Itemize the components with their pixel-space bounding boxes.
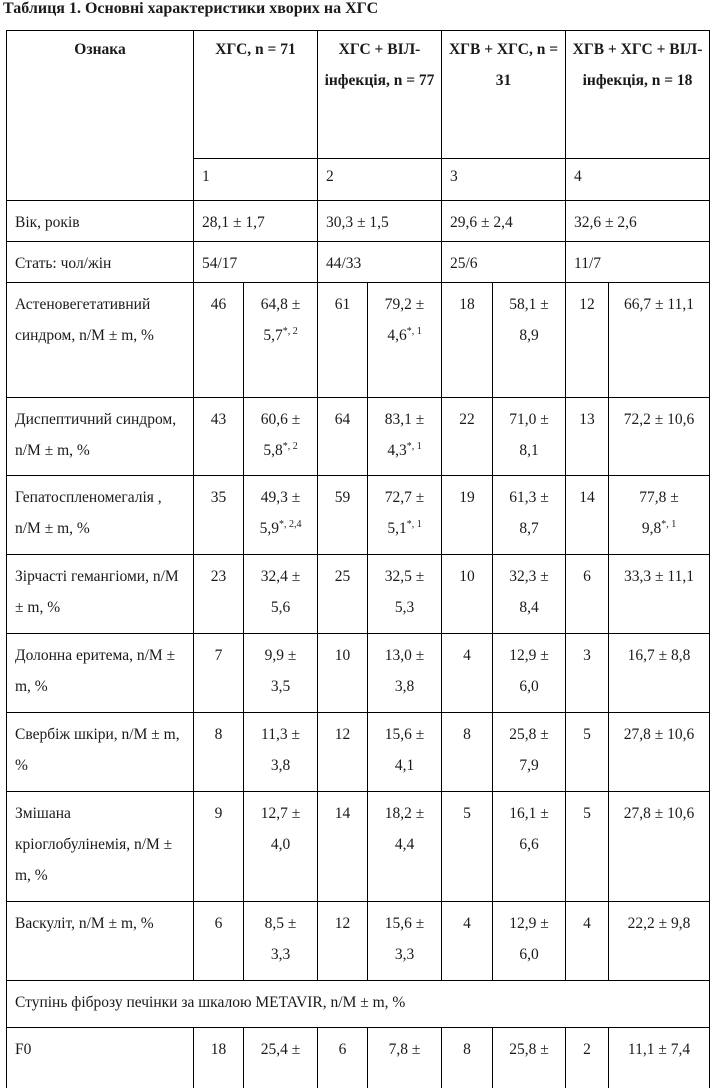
count-cell: 5: [566, 713, 609, 792]
percent-cell: [609, 283, 710, 398]
percent-error: 4,6: [387, 327, 407, 344]
percent-cell: [609, 902, 710, 981]
percent-mean: 12,9 ±: [509, 647, 549, 664]
percent-error: 9,8: [641, 520, 662, 537]
table-row: [7, 476, 710, 555]
row-label: Астеновегетативний синдром, n/M ± m, %: [7, 283, 194, 398]
count-cell: 13: [566, 398, 609, 476]
percent-cell: [609, 398, 710, 476]
sex-row: [7, 242, 710, 283]
count-cell: 18: [442, 283, 493, 398]
significance-mark: *, 2,4: [278, 518, 302, 530]
percent-mean: 27,8 ± 10,6: [623, 726, 695, 743]
percent-mean: 27,8 ± 10,6: [623, 805, 695, 822]
count-cell: 5: [566, 792, 609, 902]
percent-mean: 25,8 ±: [509, 726, 549, 743]
value-cell: 25/6: [442, 242, 566, 283]
percent-mean: 72,2 ± 10,6: [623, 411, 695, 428]
percent-cell: 25,4 ±: [244, 1028, 318, 1088]
percent-mean: 72,7 ±: [384, 489, 425, 506]
percent-error: 4,3: [387, 442, 407, 459]
count-cell: 8: [194, 713, 244, 792]
value-cell: 29,6 ± 2,4: [442, 201, 566, 242]
count-cell: 4: [566, 902, 609, 981]
percent-error: 5,3: [394, 599, 415, 616]
percent-cell: [244, 713, 318, 792]
percent-cell: 7,8 ±: [368, 1028, 442, 1088]
group-header: ХГВ + ХГС, n = 31: [442, 31, 566, 159]
percent-error: 6,0: [519, 678, 539, 695]
percent-mean: 64,8 ±: [260, 296, 301, 313]
count-cell: 25: [318, 555, 368, 634]
percent-cell: [244, 555, 318, 634]
value-cell: 28,1 ± 1,7: [194, 201, 318, 242]
value-cell: 11/7: [566, 242, 710, 283]
row-label: Вік, років: [7, 201, 194, 242]
group-number: 3: [442, 159, 566, 201]
percent-cell: [368, 713, 442, 792]
percent-mean: 49,3 ±: [260, 489, 301, 506]
significance-mark: *, 2: [282, 440, 298, 452]
percent-mean: 79,2 ±: [384, 296, 425, 313]
significance-mark: *, 1: [406, 518, 422, 530]
count-cell: 46: [194, 283, 244, 398]
row-label: Свербіж шкіри, n/M ± m, %: [7, 713, 194, 792]
percent-cell: [609, 555, 710, 634]
percent-cell: [368, 476, 442, 555]
count-cell: 6: [566, 555, 609, 634]
count-cell: 4: [442, 902, 493, 981]
group-header: ХГВ + ХГС + ВІЛ-інфекція, n = 18: [566, 31, 710, 159]
count-cell: 61: [318, 283, 368, 398]
percent-mean: 8,5 ±: [264, 915, 297, 932]
percent-cell: [244, 902, 318, 981]
percent-mean: 16,1 ±: [509, 805, 549, 822]
percent-cell: [609, 792, 710, 902]
percent-mean: 9,9 ±: [264, 647, 297, 664]
count-cell: 12: [318, 902, 368, 981]
percent-mean: 71,0 ±: [509, 411, 549, 428]
count-cell: 14: [318, 792, 368, 902]
percent-cell: 11,1 ± 7,4: [609, 1028, 710, 1088]
percent-error: 8,1: [519, 442, 539, 459]
percent-error: 6,0: [519, 946, 539, 963]
patients-characteristics-table: [6, 30, 710, 1088]
count-cell: 3: [566, 634, 609, 713]
significance-mark: *, 2: [282, 325, 298, 337]
fibrosis-header: Ступінь фіброзу печінки за шкалою METAVIR, n/M ± m, %: [7, 981, 710, 1028]
count-cell: 59: [318, 476, 368, 555]
significance-mark: *, 1: [661, 518, 677, 530]
table-row: [7, 713, 710, 792]
count-cell: 18: [194, 1028, 244, 1088]
group-number: 1: [194, 159, 318, 201]
count-cell: 10: [442, 555, 493, 634]
percent-mean: 18,2 ±: [384, 805, 425, 822]
age-row: [7, 201, 710, 242]
percent-mean: 66,7 ± 11,1: [624, 296, 694, 313]
row-label: F0: [7, 1028, 194, 1088]
percent-error: 7,9: [519, 757, 539, 774]
row-label: Гепатоспленомегалія , n/M ± m, %: [7, 476, 194, 555]
percent-cell: [244, 398, 318, 476]
percent-error: 5,6: [270, 599, 291, 616]
fibrosis-header-row: [7, 981, 710, 1028]
percent-cell: [493, 634, 566, 713]
percent-mean: 32,3 ±: [509, 568, 549, 585]
percent-mean: 15,6 ±: [384, 726, 425, 743]
percent-cell: [493, 713, 566, 792]
count-cell: 12: [566, 283, 609, 398]
percent-error: 3,3: [270, 946, 291, 963]
percent-error: 5,7: [263, 327, 283, 344]
percent-cell: [493, 902, 566, 981]
table-row: [7, 634, 710, 713]
percent-cell: [493, 398, 566, 476]
count-cell: 7: [194, 634, 244, 713]
table-row: [7, 792, 710, 902]
table-row: [7, 902, 710, 981]
percent-cell: [368, 398, 442, 476]
percent-cell: [368, 902, 442, 981]
value-cell: 54/17: [194, 242, 318, 283]
count-cell: 19: [442, 476, 493, 555]
percent-cell: [493, 555, 566, 634]
percent-mean: 32,4 ±: [260, 568, 301, 585]
percent-error: 5,8: [263, 442, 283, 459]
row-label: Змішана кріоглобулінемія, n/M ± m, %: [7, 792, 194, 902]
percent-error: 3,8: [394, 678, 415, 695]
percent-error: 3,8: [270, 757, 291, 774]
value-cell: 44/33: [318, 242, 442, 283]
table-row: [7, 555, 710, 634]
percent-error: 8,9: [519, 327, 539, 344]
percent-error: 5,1: [387, 520, 407, 537]
count-cell: 6: [194, 902, 244, 981]
percent-cell: [244, 634, 318, 713]
count-cell: 43: [194, 398, 244, 476]
f0-row: [7, 1028, 710, 1088]
count-cell: 23: [194, 555, 244, 634]
row-label: Зірчасті гемангіоми, n/M ± m, %: [7, 555, 194, 634]
percent-error: 5,9: [259, 520, 279, 537]
percent-error: 8,4: [519, 599, 539, 616]
significance-mark: *, 1: [406, 440, 422, 452]
percent-mean: 60,6 ±: [260, 411, 301, 428]
percent-cell: [493, 792, 566, 902]
count-cell: 2: [566, 1028, 609, 1088]
percent-mean: 77,8 ±: [639, 489, 679, 506]
percent-cell: 25,8 ±: [493, 1028, 566, 1088]
percent-cell: [493, 476, 566, 555]
value-cell: 30,3 ± 1,5: [318, 201, 442, 242]
group-number: 2: [318, 159, 442, 201]
count-cell: 14: [566, 476, 609, 555]
percent-mean: 22,2 ± 9,8: [627, 915, 691, 932]
count-cell: 9: [194, 792, 244, 902]
percent-cell: [493, 283, 566, 398]
percent-cell: [368, 634, 442, 713]
count-cell: 64: [318, 398, 368, 476]
percent-error: 8,7: [519, 520, 539, 537]
percent-cell: [368, 792, 442, 902]
count-cell: 8: [442, 1028, 493, 1088]
percent-cell: [368, 283, 442, 398]
group-header: ХГС, n = 71: [194, 31, 318, 159]
percent-mean: 12,9 ±: [509, 915, 549, 932]
count-cell: 8: [442, 713, 493, 792]
percent-cell: [244, 283, 318, 398]
table-row: [7, 398, 710, 476]
percent-error: 4,0: [270, 836, 291, 853]
percent-mean: 32,5 ±: [384, 568, 425, 585]
count-cell: 12: [318, 713, 368, 792]
count-cell: 5: [442, 792, 493, 902]
value-cell: 32,6 ± 2,6: [566, 201, 710, 242]
row-label: Васкуліт, n/M ± m, %: [7, 902, 194, 981]
percent-error: 4,1: [394, 757, 415, 774]
percent-mean: 11,3 ±: [261, 726, 300, 743]
count-cell: 10: [318, 634, 368, 713]
row-label: Долонна еритема, n/M ± m, %: [7, 634, 194, 713]
percent-error: 6,6: [519, 836, 539, 853]
percent-mean: 15,6 ±: [384, 915, 425, 932]
count-cell: 35: [194, 476, 244, 555]
percent-mean: 83,1 ±: [384, 411, 425, 428]
row-label: Стать: чол/жін: [7, 242, 194, 283]
group-header: ХГС + ВІЛ-інфекція, n = 77: [318, 31, 442, 159]
percent-error: 3,5: [270, 678, 291, 695]
percent-mean: 33,3 ± 11,1: [624, 568, 694, 585]
count-cell: 4: [442, 634, 493, 713]
table-row: [7, 283, 710, 398]
table-caption: Таблиця 1. Основні характеристики хворих на ХГС: [3, 0, 379, 17]
percent-error: 3,3: [394, 946, 415, 963]
table-header-row: [7, 31, 710, 159]
percent-cell: [609, 713, 710, 792]
significance-mark: *, 1: [406, 325, 422, 337]
percent-error: 4,4: [394, 836, 415, 853]
percent-mean: 13,0 ±: [384, 647, 425, 664]
percent-cell: [368, 555, 442, 634]
percent-mean: 16,7 ± 8,8: [627, 647, 691, 664]
percent-mean: 61,3 ±: [509, 489, 549, 506]
count-cell: 22: [442, 398, 493, 476]
percent-cell: [244, 476, 318, 555]
feature-header: Ознака: [7, 31, 194, 201]
percent-cell: [244, 792, 318, 902]
percent-cell: [609, 634, 710, 713]
row-label: Диспептичний синдром, n/M ± m, %: [7, 398, 194, 476]
percent-mean: 58,1 ±: [509, 296, 549, 313]
percent-mean: 12,7 ±: [260, 805, 301, 822]
group-number: 4: [566, 159, 710, 201]
count-cell: 6: [318, 1028, 368, 1088]
percent-cell: [609, 476, 710, 555]
